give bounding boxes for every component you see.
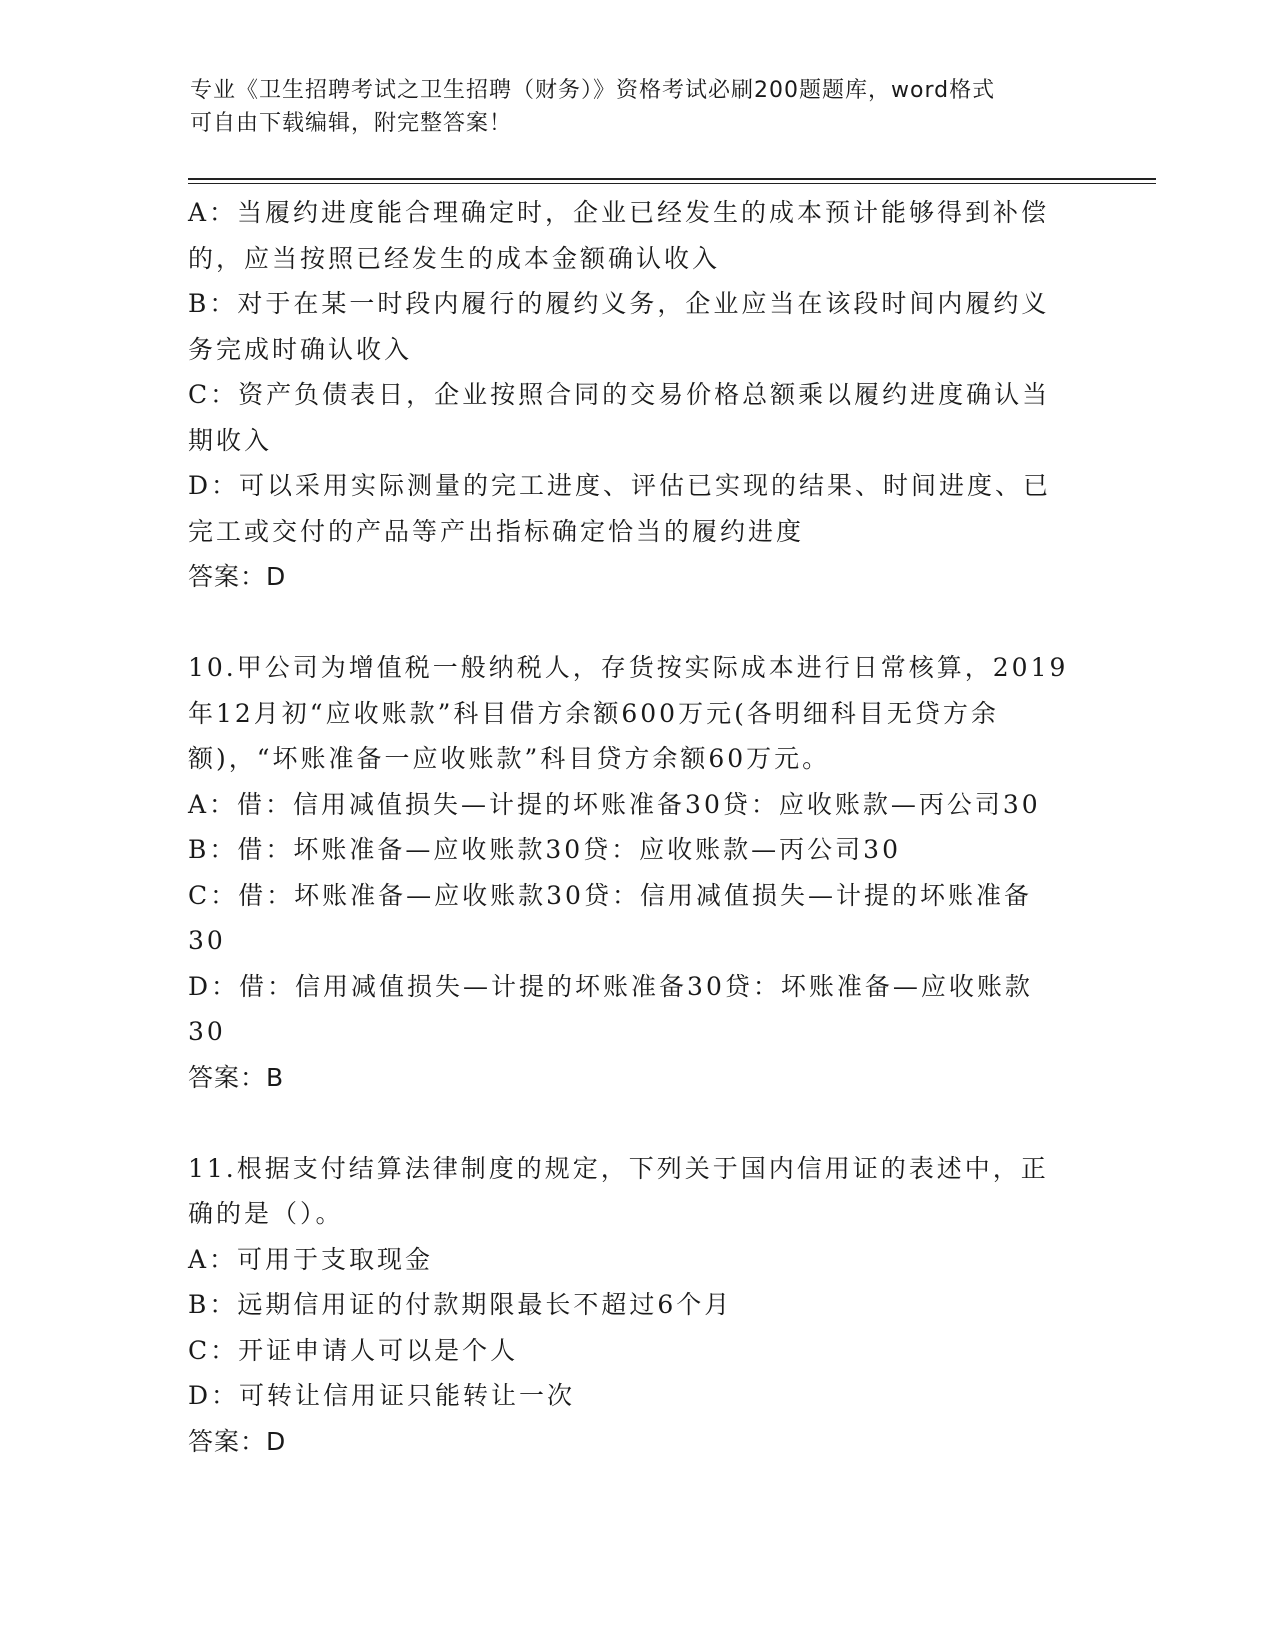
header-title-line-1: 专业《卫生招聘考试之卫生招聘（财务）》资格考试必刷200题题库，word格式 (190, 78, 996, 103)
option-d-line-2: 30 (188, 1017, 226, 1046)
option-c: C：开证申请人可以是个人 (188, 1335, 519, 1365)
document-body (188, 190, 1088, 1464)
question-11 (188, 1146, 1088, 1465)
answer: 答案：B (188, 1062, 285, 1092)
option-c-line-1: C：借：坏账准备—应收账款30贷：信用减值损失—计提的坏账准备 (188, 880, 1032, 910)
option-a: A：借：信用减值损失—计提的坏账准备30贷：应收账款—丙公司30 (188, 789, 1041, 819)
option-a-line-2: 的，应当按照已经发生的成本金额确认收入 (188, 243, 721, 273)
option-b-line-1: B：对于在某一时段内履行的履约义务，企业应当在该段时间内履约义 (188, 289, 1050, 318)
option-d-line-1: D：可以采用实际测量的完工进度、评估已实现的结果、时间进度、已 (188, 471, 1052, 500)
answer: 答案：D (188, 562, 287, 591)
question-10 (188, 645, 1088, 1100)
option-b: B：远期信用证的付款期限最长不超过6个月 (188, 1290, 733, 1319)
spacer (188, 600, 1088, 646)
option-d: D：可转让信用证只能转让一次 (188, 1381, 576, 1410)
option-d-line-2: 完工或交付的产品等产出指标确定恰当的履约进度 (188, 516, 805, 546)
document-header (190, 74, 1090, 140)
question-stem-line-2: 年12月初“应收账款”科目借方余额600万元(各明细科目无贷方余 (188, 698, 999, 728)
question-9 (188, 190, 1088, 600)
option-b-line-2: 务完成时确认收入 (188, 334, 413, 364)
option-d-line-1: D：借：信用减值损失—计提的坏账准备30贷：坏账准备—应收账款 (188, 971, 1033, 1001)
option-c-line-1: C：资产负债表日，企业按照合同的交易价格总额乘以履约进度确认当 (188, 380, 1051, 409)
spacer (188, 1100, 1088, 1146)
option-c-line-2: 30 (188, 926, 226, 955)
header-title-line-2: 可自由下载编辑，附完整答案！ (190, 111, 513, 136)
option-a: A：可用于支取现金 (188, 1244, 434, 1274)
option-a-line-1: A：当履约进度能合理确定时，企业已经发生的成本预计能够得到补偿 (188, 198, 1050, 227)
question-stem-line-3: 额)，“坏账准备一应收账款”科目贷方余额60万元。 (188, 744, 831, 773)
question-stem-line-2: 确的是（）。 (188, 1199, 344, 1228)
question-stem-line-1: 11.根据支付结算法律制度的规定，下列关于国内信用证的表述中，正 (188, 1153, 1049, 1183)
header-divider (188, 178, 1156, 184)
option-c-line-2: 期收入 (188, 425, 273, 455)
question-stem-line-1: 10.甲公司为增值税一般纳税人，存货按实际成本进行日常核算，2019 (188, 653, 1069, 682)
option-b: B：借：坏账准备—应收账款30贷：应收账款—丙公司30 (188, 835, 901, 864)
answer: 答案：D (188, 1426, 287, 1456)
